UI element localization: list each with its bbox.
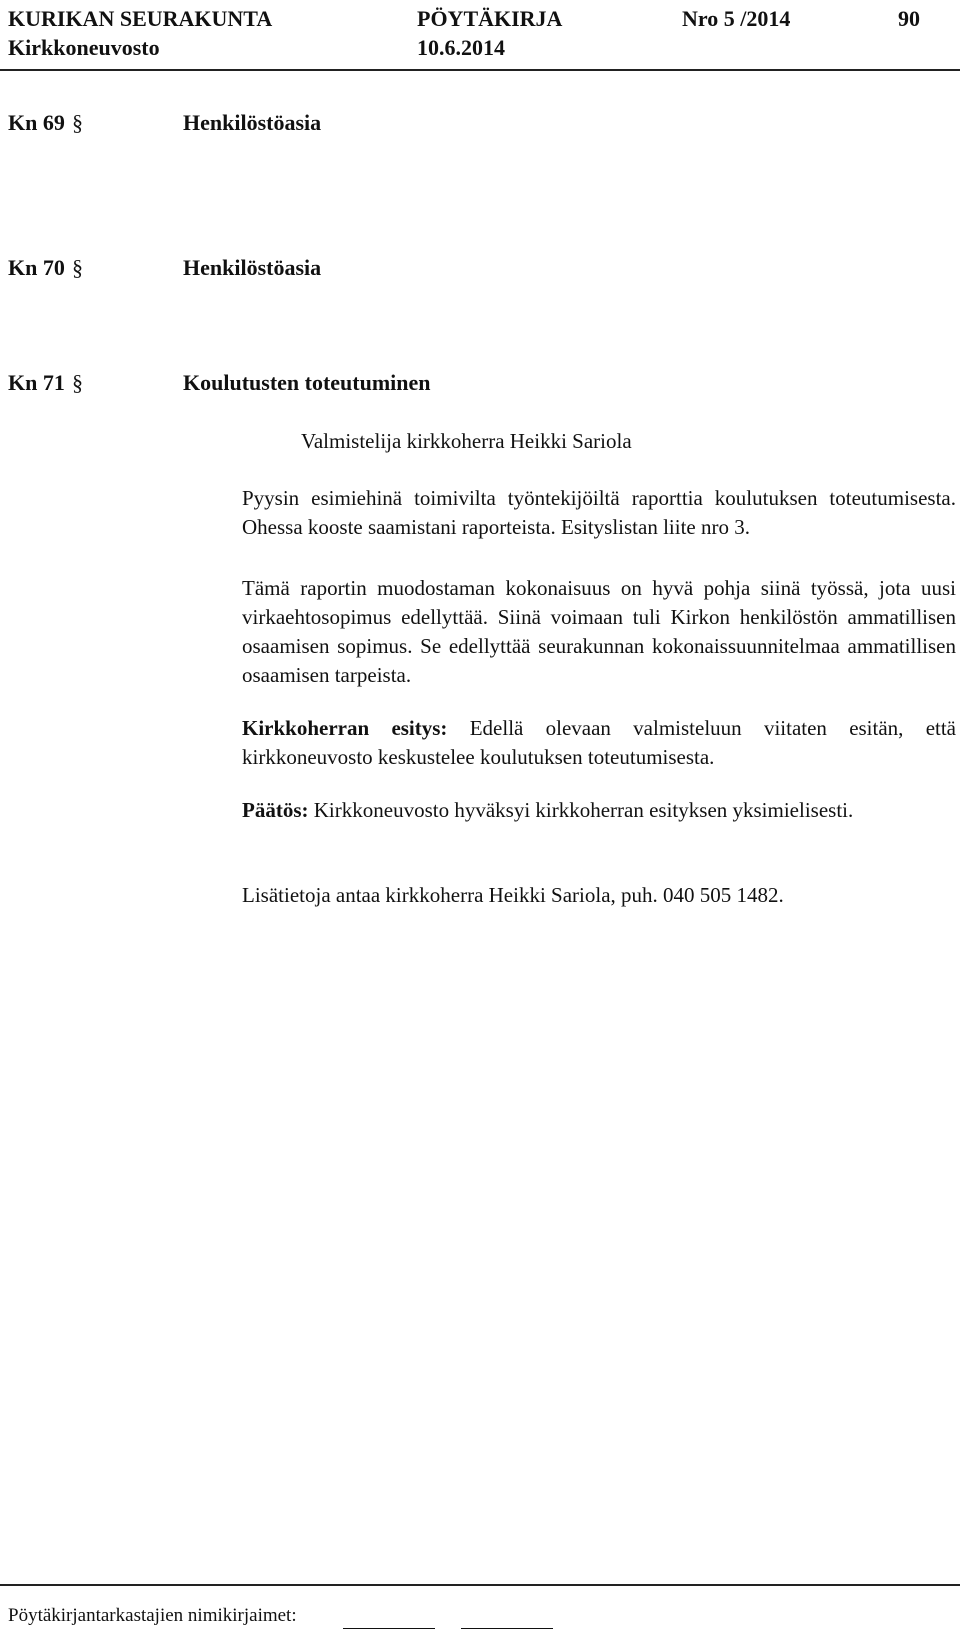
paragraph-overview: Tämä raportin muodostaman kokonaisuus on hyvä pohja siinä työssä, jota uusi virkaehtosopimus edellyttää. Siinä voimaan tuli Kirkon henkilöstön ammatillisen osaamisen sopimus. Se edellyttää seurakunnan kokonaissuunnitelmaa ammatillisen osaamisen tarpeista. — [242, 576, 956, 687]
section-title: Koulutusten toteutuminen — [183, 370, 431, 395]
organization-name: KURIKAN SEURAKUNTA — [8, 6, 273, 31]
section-sign: § — [72, 370, 83, 395]
proposal-text: Edellä olevaan valmisteluun viitaten esitän, että kirkkoneuvosto keskustelee koulutuksen toteutumisesta. — [242, 716, 957, 769]
initials-line-2 — [461, 1628, 553, 1629]
paragraph-contact-info: Lisätietoja antaa kirkkoherra Heikki Sariola, puh. 040 505 1482. — [242, 883, 784, 907]
section-title: Henkilöstöasia — [183, 255, 322, 280]
page-number: 90 — [898, 6, 920, 31]
header-rule — [0, 69, 960, 71]
meeting-date: 10.6.2014 — [417, 35, 505, 60]
section-title: Henkilöstöasia — [183, 110, 322, 135]
initials-line-1 — [343, 1628, 435, 1629]
meeting-body: Kirkkoneuvosto — [8, 35, 160, 60]
section-number: Kn 69 — [8, 110, 65, 135]
section-number: Kn 71 — [8, 370, 65, 395]
section-sign: § — [72, 255, 83, 280]
section-number: Kn 70 — [8, 255, 65, 280]
decision-label: Päätös: — [242, 798, 309, 822]
footer-rule — [0, 1584, 960, 1586]
paragraph-proposal — [242, 714, 956, 772]
paragraph-request: Pyysin esimiehinä toimivilta työntekijöiltä raporttia koulutuksen toteutumisesta. Ohessa kooste saamistani raporteista. Esityslistan liite nro 3. — [242, 486, 956, 539]
paragraph-decision — [242, 796, 956, 825]
section-sign: § — [72, 110, 83, 135]
document-type: PÖYTÄKIRJA — [417, 6, 563, 31]
proposal-label: Kirkkoherran esitys: — [242, 716, 448, 740]
document-number: Nro 5 /2014 — [682, 6, 791, 31]
footer-label: Pöytäkirjantarkastajien nimikirjaimet: — [8, 1605, 297, 1626]
preparer-line: Valmistelija kirkkoherra Heikki Sariola — [301, 429, 632, 453]
kn71-body — [242, 484, 956, 910]
decision-text: Kirkkoneuvosto hyväksyi kirkkoherran esityksen yksimielisesti. — [308, 798, 854, 822]
